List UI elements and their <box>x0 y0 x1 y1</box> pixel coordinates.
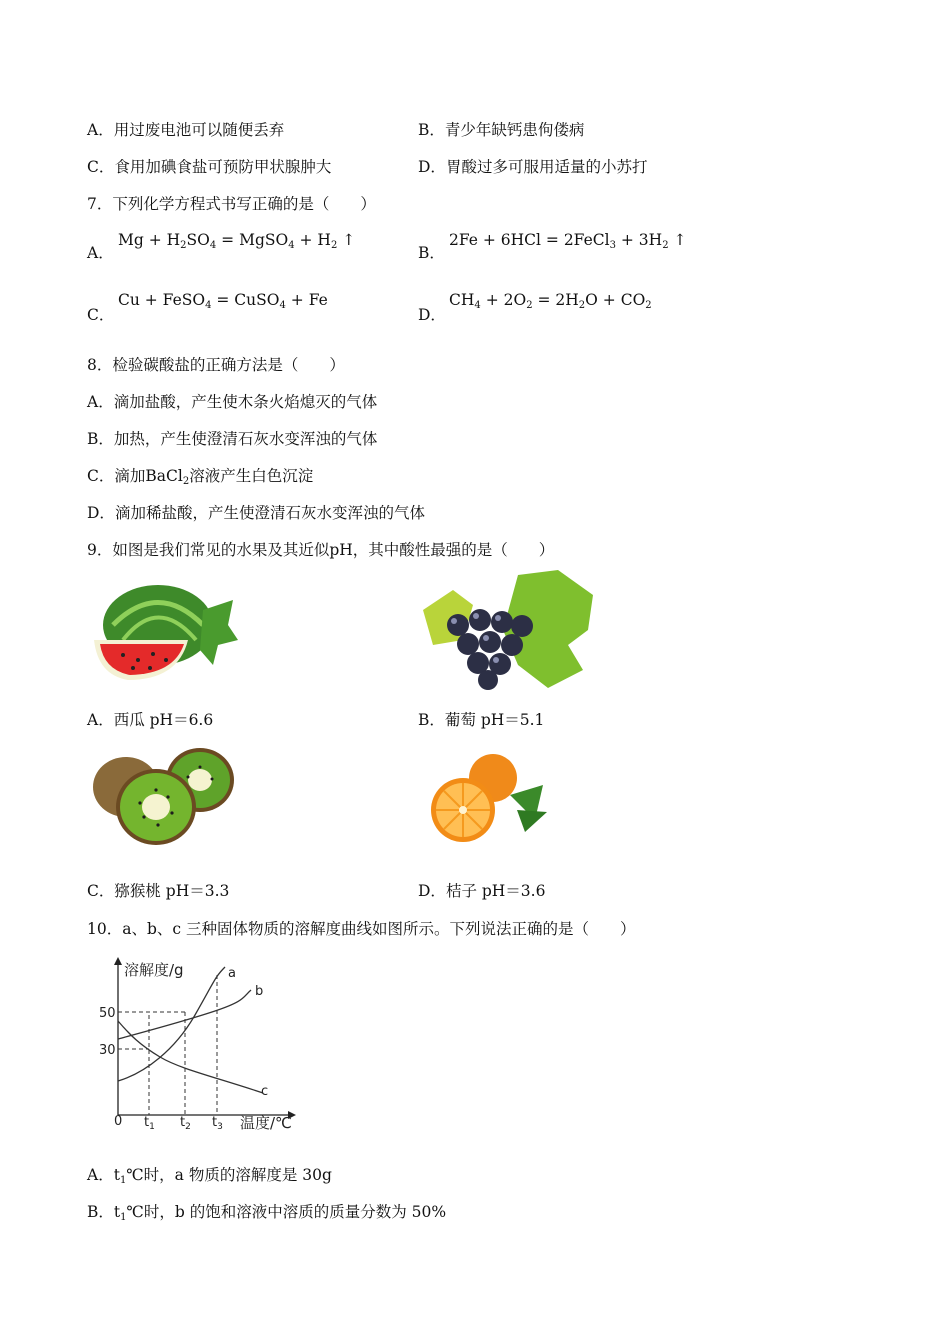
option-label: A． <box>87 121 114 139</box>
option-label: D． <box>418 158 446 176</box>
option-text-pre: 滴加 <box>114 467 146 485</box>
option-text: ℃时，a 物质的溶解度是 30g <box>126 1166 332 1184</box>
q6-option-a[interactable] <box>87 120 284 140</box>
option-label: B． <box>418 244 445 262</box>
equation-a: $Mg + H_2SO_4$ = MgSO$_4$ + $H_2$ ↑ <box>118 231 356 251</box>
q9-option-b[interactable] <box>418 710 544 730</box>
q7-option-d[interactable] <box>418 305 446 325</box>
option-text: 滴加盐酸，产生使木条火焰熄灭的气体 <box>113 393 378 411</box>
option-label: A． <box>87 393 114 411</box>
q8-option-a[interactable] <box>87 392 377 412</box>
option-label: B． <box>87 1203 114 1221</box>
x-tick-t2: $t_2$ <box>180 1115 191 1132</box>
solubility-curve-graph <box>85 955 310 1140</box>
option-text-post: 溶液产生白色沉淀 <box>189 467 314 485</box>
q7-option-c[interactable] <box>87 305 114 325</box>
temperature-symbol: t <box>113 1203 121 1221</box>
y-axis-arrow <box>114 957 122 965</box>
origin-label: 0 <box>114 1114 123 1129</box>
option-text: 食用加碘食盐可预防甲状腺肿大 <box>114 158 332 176</box>
kiwi-image <box>88 745 238 850</box>
curve-label-b: b <box>255 984 264 999</box>
q8-option-b[interactable] <box>87 429 377 449</box>
grapes-image <box>418 570 598 692</box>
q10-option-a[interactable] <box>87 1165 332 1191</box>
option-text: 西瓜 pH＝6.6 <box>113 711 214 729</box>
option-label: A． <box>87 244 114 262</box>
equation-c: Cu + FeSO$_4$ = CuSO$_4$ + Fe <box>118 291 328 311</box>
q7-option-a[interactable] <box>87 243 114 263</box>
option-label: B． <box>418 711 445 729</box>
temperature-subscript: 1 <box>119 1175 127 1186</box>
q8-option-c[interactable] <box>87 466 313 492</box>
equation-b: 2Fe + 6HCl = 2FeCl$_3$ + $3H_2$ ↑ <box>449 231 687 251</box>
option-text: 加热，产生使澄清石灰水变浑浊的气体 <box>113 430 378 448</box>
option-text: 滴加稀盐酸，产生使澄清石灰水变浑浊的气体 <box>114 504 425 522</box>
option-label: C． <box>87 882 115 900</box>
formula-subscript: 2 <box>182 476 190 487</box>
y-tick-50: 50 <box>99 1006 116 1021</box>
orange-image <box>425 750 550 845</box>
y-axis-label: 溶解度/g <box>124 961 184 979</box>
q8-stem: 8．检验碳酸盐的正确方法是（ ） <box>87 356 345 374</box>
q6-option-c[interactable] <box>87 157 331 177</box>
q9-stem: 9．如图是我们常见的水果及其近似pH，其中酸性最强的是（ ） <box>87 541 555 559</box>
option-text: ℃时，b 的饱和溶液中溶质的质量分数为 50% <box>126 1203 447 1221</box>
curve-c <box>118 1021 263 1093</box>
curve-label-c: c <box>261 1084 269 1099</box>
option-text: 桔子 pH＝3.6 <box>445 882 546 900</box>
guide-lines <box>118 975 217 1115</box>
q7-stem: 7．下列化学方程式书写正确的是（ ） <box>87 195 376 213</box>
option-text: 胃酸过多可服用适量的小苏打 <box>445 158 648 176</box>
q8-option-d[interactable] <box>87 503 425 523</box>
q10-option-b[interactable] <box>87 1202 446 1228</box>
option-text: 青少年缺钙患佝偻病 <box>444 121 585 139</box>
q6-option-d[interactable] <box>418 157 647 177</box>
formula: BaCl <box>145 467 183 485</box>
option-label: C． <box>87 467 115 485</box>
option-label: C． <box>87 158 115 176</box>
q9-option-a[interactable] <box>87 710 213 730</box>
watermelon-image <box>88 580 243 690</box>
option-label: D． <box>87 504 115 522</box>
equation-d: $CH_4 + 2O_2 = 2H_2O + CO_2$ <box>449 291 652 311</box>
option-label: A． <box>87 711 114 729</box>
option-text: 猕猴桃 pH＝3.3 <box>114 882 230 900</box>
q6-option-b[interactable] <box>418 120 584 140</box>
option-text: 葡萄 pH＝5.1 <box>444 711 545 729</box>
curve-label-a: a <box>228 966 236 981</box>
temperature-symbol: t <box>113 1166 120 1184</box>
option-label: A． <box>87 1166 114 1184</box>
temperature-subscript: 1 <box>120 1212 127 1223</box>
option-label: B． <box>418 121 445 139</box>
y-tick-30: 30 <box>99 1043 116 1058</box>
x-axis-label: 温度/℃ <box>240 1114 292 1132</box>
x-tick-t3: $t_3$ <box>212 1115 223 1132</box>
option-label: D． <box>418 306 446 324</box>
q7-option-b[interactable] <box>418 243 445 263</box>
option-label: C． <box>87 306 115 324</box>
option-label: B． <box>87 430 114 448</box>
option-label: D． <box>418 882 446 900</box>
option-text: 用过废电池可以随便丢弃 <box>113 121 285 139</box>
q9-option-d[interactable] <box>418 881 545 901</box>
q10-stem: 10．a、b、c 三种固体物质的溶解度曲线如图所示。下列说法正确的是（ ） <box>87 920 636 938</box>
x-tick-t1: $t_1$ <box>144 1115 155 1132</box>
q9-option-c[interactable] <box>87 881 229 901</box>
